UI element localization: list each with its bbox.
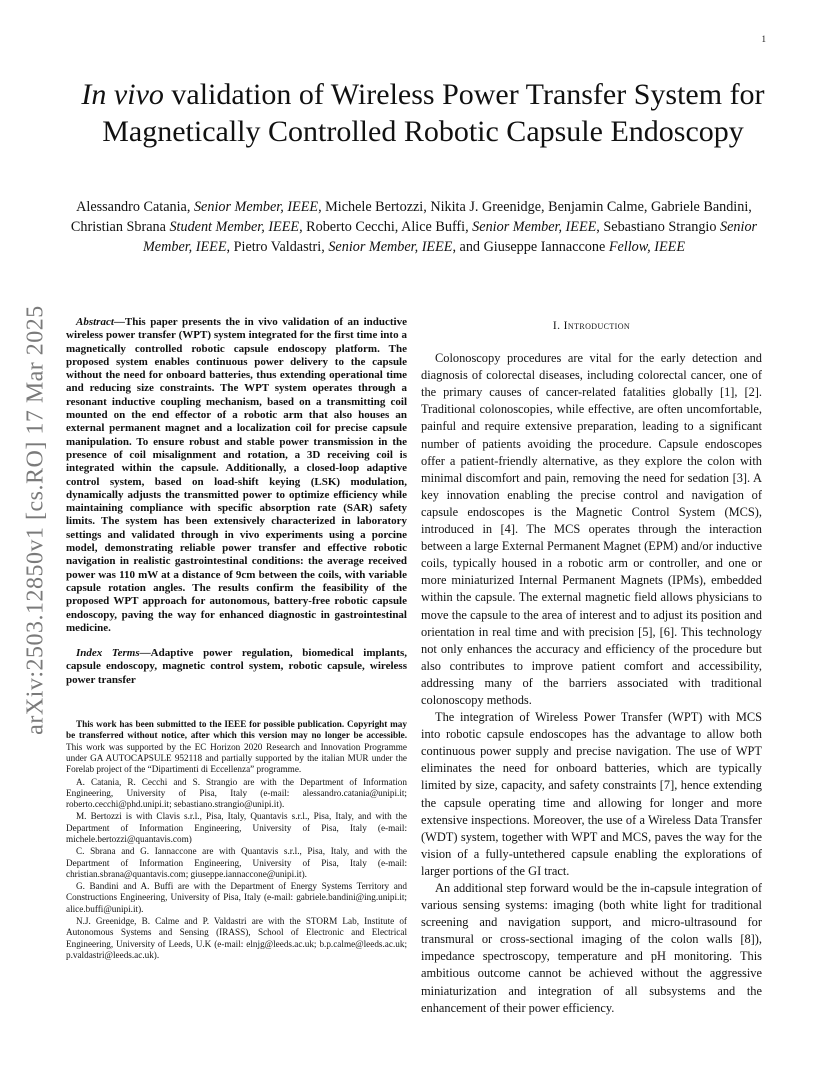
title-italic-part: In vivo	[81, 78, 164, 111]
author-membership: Senior Member, IEEE	[142, 219, 758, 255]
author-membership: Senior Member, IEEE	[193, 199, 319, 215]
author-names: , Roberto Cecchi, Alice Buffi,	[299, 219, 473, 235]
author-names: Alessandro Catania,	[76, 199, 194, 215]
affiliation-note: M. Bertozzi is with Clavis s.r.l., Pisa, Italy, Quantavis s.r.l., Pisa, Italy, and with the Department of Information Engineering, University of Pisa, Italy (e-mail: michele.bertozzi@quantavis.com)	[66, 811, 407, 844]
arxiv-identifier[interactable]: arXiv:2503.12850v1 [cs.RO] 17 Mar 2025	[22, 305, 49, 735]
affiliation-note: N.J. Greenidge, B. Calme and P. Valdastri are with the STORM Lab, Institute of Autonomous Systems and Sensing (IRASS), School of Electronic and Electrical Engineering, University of Leeds, U.K (e-mail: elnjg@leeds.ac.uk; b.p.calme@leeds.ac.uk; p.valdastri@leeds.ac.uk).	[66, 916, 407, 960]
affiliation-note: C. Sbrana and G. Iannaccone are with Quantavis s.r.l., Pisa, Italy, and with the Department of Information Engineering, University of Pisa, Italy (e-mail: christian.sbrana@quantavis.com; giuseppe.iannaccone@unipi.it).	[66, 846, 407, 879]
abstract-text: —This paper presents the in vivo validation of an inductive wireless power transfer (WPT) system integrated for the first time into a magnetically controlled robotic capsule endoscopy platform. The proposed system enables continuous power delivery to the capsule without the need for onboard batteries, thus extending operational time and reducing size constraints. The WPT system operates through a resonant inductive coupling mechanism, based on a transmitting coil mounted on the end effector of a robotic arm that also houses an external permanent magnet and a localization coil for precise capsule manipulation. To ensure robust and stable power transmission in the presence of coil misalignment and rotation, a 3D receiving coil is integrated within the capsule. Additionally, a closed-loop adaptive control system, based on load-shift keying (LSK) modulation, dynamically adjusts the transmitted power to optimize efficiency while maintaining compliance with specific absorption rate (SAR) safety limits. The system has been extensively characterized in laboratory settings and validated through in vivo experiments using a porcine model, demonstrating reliable power transfer and effective robotic navigation in realistic gastrointestinal conditions: the average received power was 110 mW at a distance of 9cm between the coils, with variable capsule rotation angles. The results confirm the feasibility of the proposed WPT approach for autonomous, battery-free robotic capsule endoscopy, paving the way for enhanced diagnostic in gastrointestinal medicine.	[66, 316, 407, 634]
footnotes	[66, 719, 407, 961]
affiliation-note: G. Bandini and A. Buffi are with the Department of Energy Systems Territory and Constructions Engineering, University of Pisa, Italy (e-mail: gabriele.bandini@ing.unipi.it; alice.buffi@unipi.it).	[66, 881, 407, 914]
abstract	[66, 316, 407, 635]
paper-title	[80, 76, 766, 150]
body-paragraph: An additional step forward would be the in-capsule integration of various sensing systems: imaging (both white light for traditional screening and navigation support, and micro-ultrasound for transmural or cross-sectional imaging of the colon walls [8]), impedance spectroscopy, temperature and pH monitoring. This ambitious outcome cannot be achieved without the aggressive miniaturization and integration of all subsystems and the enhancement of their power efficiency.	[421, 881, 762, 1015]
body-paragraph: Colonoscopy procedures are vital for the early detection and diagnosis of colorectal diseases, including colorectal cancer, one of the primary causes of cancer-related fatalities globally [1], [2]. Traditional colonoscopies, while effective, are often uncomfortable, painful and require extensive preparation, leading to a significant number of patients avoiding the procedure. Capsule endoscopes offer a patient-friendly alternative, as they explore the colon with minimal discomfort and pain, removing the need for sedation [3]. A key innovation enabling the precise control and navigation of capsule endoscopes is the Magnetic Control System (MCS), introduced in [4]. The MCS operates through the interaction between a large External Permanent Magnet (EPM) and/or inductive coils, typically housed in a robotic arm or controller, and one or more miniaturized Internal Permanent Magnets (IPMs), embedded within the capsule. The external magnetic field allows physicians to move the capsule to the area of interest and to adjust its position and orientation in real time and with precision [5], [6]. This technology not only enhances the accuracy and efficiency of the procedure but also contributes to improve patient comfort and accessibility, addressing many of the barriers associated with traditional colonoscopy methods.	[421, 351, 762, 707]
author-membership: Fellow, IEEE	[608, 239, 685, 255]
right-column	[421, 316, 762, 1017]
author-names: , Pietro Valdastri,	[226, 239, 329, 255]
author-names: , Michele Bertozzi, Nikita J. Greenidge, Benjamin Calme, Gabriele Bandini, Christian Sbrana	[70, 199, 752, 235]
author-membership: Student Member, IEEE	[169, 219, 300, 235]
left-column	[66, 316, 407, 962]
submission-note-bold: This work has been submitted to the IEEE for possible publication. Copyright may be transferred without notice, after which this version may no longer be accessible.	[66, 719, 407, 741]
submission-note	[66, 719, 407, 775]
index-terms-label: Index Terms	[76, 647, 140, 660]
affiliation-note: A. Catania, R. Cecchi and S. Strangio are with the Department of Information Engineering, University of Pisa, Italy (e-mail: alessandro.catania@unipi.it; roberto.cecchi@phd.unipi.it; sebastiano.strangio@unipi.it).	[66, 776, 407, 810]
author-names: , Sebastiano Strangio	[596, 219, 721, 235]
page-number: 1	[761, 34, 766, 44]
author-membership: Senior Member, IEEE	[472, 219, 597, 235]
author-membership: Senior Member, IEEE	[328, 239, 453, 255]
submission-note-rest: This work was supported by the EC Horizon 2020 Research and Innovation Programme under GA AUTOCAPSULE 952118 and partially supported by the italian MUR under the Forelab project of the “Dipartimenti di Eccellenza” programme.	[66, 741, 407, 775]
abstract-label: Abstract	[76, 316, 114, 328]
index-terms	[66, 647, 407, 687]
author-names: , and Giuseppe Iannaccone	[452, 239, 609, 255]
title-main-part: validation of Wireless Power Transfer System for Magnetically Controlled Robotic Capsule Endoscopy	[102, 78, 765, 148]
index-terms-text: —Adaptive power regulation, biomedical implants, capsule endoscopy, magnetic control system, robotic capsule, wireless power transfer	[66, 647, 407, 686]
section-heading: I. Introduction	[552, 320, 631, 332]
author-list	[62, 197, 766, 257]
body-paragraph: The integration of Wireless Power Transfer (WPT) with MCS into robotic capsule endoscopes has the advantage to allow both continuous power supply and precise navigation. The use of WPT eliminates the need for onboard batteries, which are typically limited by size, capacity, and safety constraints [7], hence extending the capsule operating time and allowing for longer and more extensive inspections. Moreover, the use of a Wireless Data Transfer (WDT) system, together with WPT and MCS, paves the way for the vision of a fully-untethered capsule enabling the explorations of larger portions of the GI tract.	[421, 710, 762, 878]
